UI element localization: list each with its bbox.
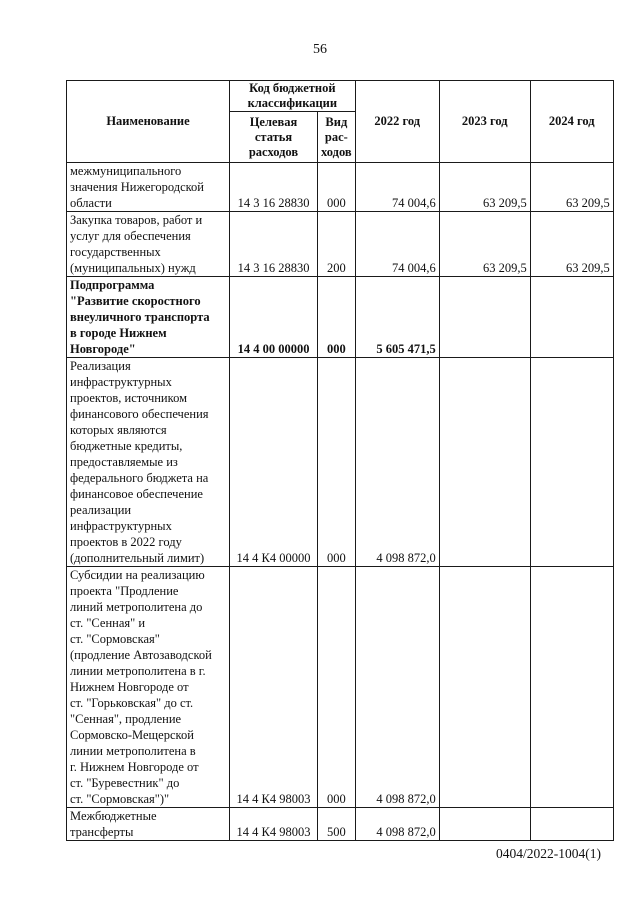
row-name-line: услуг для обеспечения (70, 229, 191, 243)
row-name (67, 277, 230, 358)
row-name-line: ст. "Буревестник" до (70, 776, 180, 790)
row-value-2023 (439, 358, 530, 567)
table-row (67, 212, 614, 277)
row-value-2022: 4 098 872,0 (355, 567, 439, 808)
row-value-2023: 63 209,5 (439, 163, 530, 212)
row-name-line: линии метрополитена в г. (70, 664, 206, 678)
header-type-line: ходов (321, 144, 352, 159)
header-code-group: Код бюджетной классификации (230, 81, 356, 112)
row-name-line: Субсидии на реализацию (70, 568, 205, 582)
row-name-line: предоставляемые из (70, 455, 178, 469)
header-target-article (230, 112, 318, 163)
header-target-line: Целевая (249, 114, 298, 129)
row-value-2024 (530, 277, 613, 358)
table-row (67, 567, 614, 808)
row-name-line: Межбюджетные (70, 809, 157, 823)
row-value-2022: 74 004,6 (355, 163, 439, 212)
page-number: 56 (313, 42, 327, 57)
header-2022: 2022 год (355, 81, 439, 163)
row-name-line: (муниципальных) нужд (70, 261, 196, 275)
row-name-line: проектов в 2022 году (70, 535, 182, 549)
row-expense-type: 000 (318, 567, 356, 808)
row-value-2024 (530, 808, 613, 841)
row-name-line: финансового обеспечения (70, 407, 209, 421)
row-value-2024: 63 209,5 (530, 212, 613, 277)
row-target-article: 14 3 16 28830 (230, 212, 318, 277)
row-name-line: федерального бюджета на (70, 471, 209, 485)
document-code: 0404/2022-1004(1) (496, 846, 601, 861)
row-name-line: линий метрополитена до (70, 600, 203, 614)
row-name-line: бюджетные кредиты, (70, 439, 183, 453)
row-target-article: 14 4 К4 00000 (230, 358, 318, 567)
row-value-2023 (439, 808, 530, 841)
row-target-article: 14 4 К4 98003 (230, 808, 318, 841)
row-name-line: области (70, 196, 112, 210)
row-name-line: Подпрограмма (70, 278, 155, 292)
row-name-line: ст. "Сормовская")" (70, 792, 170, 806)
row-name-line: "Сенная", продление (70, 712, 182, 726)
row-expense-type: 000 (318, 358, 356, 567)
row-name-line: (дополнительный лимит) (70, 551, 205, 565)
row-name-line: государственных (70, 245, 161, 259)
row-expense-type: 000 (318, 277, 356, 358)
row-name-line: ст. "Сенная" и (70, 616, 146, 630)
row-name-line: г. Нижнем Новгороде от (70, 760, 199, 774)
row-value-2024 (530, 567, 613, 808)
row-name-line: финансовое обеспечение (70, 487, 203, 501)
row-name-line: Нижнем Новгороде от (70, 680, 189, 694)
row-value-2023 (439, 277, 530, 358)
row-name-line: внеуличного транспорта (70, 310, 210, 324)
header-name: Наименование (67, 81, 230, 163)
row-target-article: 14 4 К4 98003 (230, 567, 318, 808)
row-name-line: (продление Автозаводской (70, 648, 212, 662)
table-row (67, 163, 614, 212)
row-value-2022: 5 605 471,5 (355, 277, 439, 358)
row-expense-type: 200 (318, 212, 356, 277)
row-name (67, 358, 230, 567)
row-expense-type: 500 (318, 808, 356, 841)
budget-table (66, 80, 614, 841)
row-name-line: ст. "Сормовская" (70, 632, 160, 646)
row-name-line: Реализация (70, 359, 131, 373)
row-target-article: 14 3 16 28830 (230, 163, 318, 212)
row-value-2024: 63 209,5 (530, 163, 613, 212)
row-expense-type: 000 (318, 163, 356, 212)
row-name (67, 808, 230, 841)
header-target-line: расходов (248, 144, 299, 159)
header-expense-type (318, 112, 356, 163)
row-name-line: линии метрополитена в (70, 744, 196, 758)
row-name-line: трансферты (70, 825, 134, 839)
row-name-line: Закупка товаров, работ и (70, 213, 203, 227)
row-value-2022: 74 004,6 (355, 212, 439, 277)
header-type-line: Вид (325, 114, 348, 129)
row-value-2022: 4 098 872,0 (355, 358, 439, 567)
row-name-line: проекта "Продление (70, 584, 179, 598)
header-2023: 2023 год (439, 81, 530, 163)
row-name-line: инфраструктурных (70, 375, 172, 389)
header-target-line: статья (254, 129, 293, 144)
table-row (67, 358, 614, 567)
row-name-line: проектов, источником (70, 391, 187, 405)
row-name-line: в городе Нижнем (70, 326, 167, 340)
row-name-line: ст. "Горьковская" до ст. (70, 696, 194, 710)
row-value-2024 (530, 358, 613, 567)
row-value-2023 (439, 567, 530, 808)
table-row (67, 808, 614, 841)
table-header (67, 81, 614, 163)
row-name-line: значения Нижегородской (70, 180, 204, 194)
row-name (67, 212, 230, 277)
row-name-line: Сормовско-Мещерской (70, 728, 194, 742)
row-name-line: инфраструктурных (70, 519, 172, 533)
row-name-line: Новгороде" (70, 342, 136, 356)
header-type-line: рас- (324, 129, 348, 144)
row-name-line: реализации (70, 503, 132, 517)
table-row (67, 277, 614, 358)
table-body (67, 163, 614, 841)
row-value-2023: 63 209,5 (439, 212, 530, 277)
row-name-line: которых являются (70, 423, 167, 437)
row-target-article: 14 4 00 00000 (230, 277, 318, 358)
header-2024: 2024 год (530, 81, 613, 163)
row-name-line: межмуниципального (70, 164, 182, 178)
row-name (67, 567, 230, 808)
row-name (67, 163, 230, 212)
row-value-2022: 4 098 872,0 (355, 808, 439, 841)
row-name-line: "Развитие скоростного (70, 294, 201, 308)
